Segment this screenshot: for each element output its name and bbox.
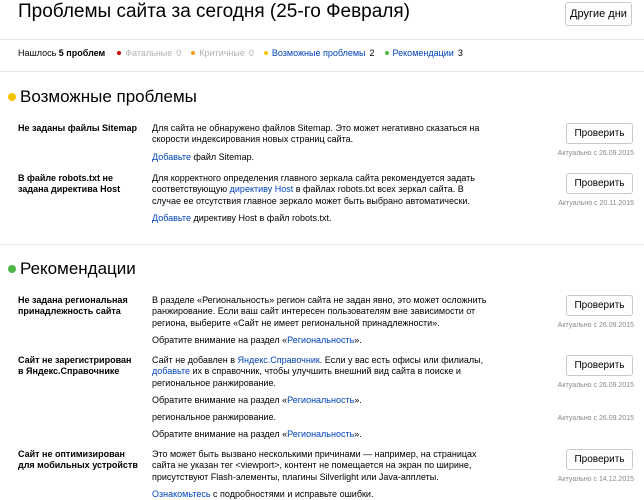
issue-description: Сайт не добавлен в Яндекс.Справочник. Если у вас есть офисы или филиалы, добавьте их в справочник, чтобы улучшить внешний вид сайта в поиске и региональное ранжирование. Обратите внимание на раздел «Региональность». региональное ранжирование. Обратите внимание на раздел «Региональность».	[152, 355, 484, 440]
issue-title: Сайт не оптимизирован для мобильных устройств	[18, 449, 138, 470]
issue-description: Это может быть вызвано несколькими причинами — например, на страницах сайта не указан тег <viewport>, контент не помещается на экран по ширине, присутствуют Flash-элементы, плагины Silverlight или Java-апплеты. Ознакомьтесь с подробностями и исправьте ошибки.	[152, 449, 477, 499]
page-title: Проблемы сайта за сегодня (25-го Февраля)	[18, 1, 411, 22]
header-divider	[0, 39, 644, 40]
filter-recommendations[interactable]: Рекомендации 3	[385, 48, 463, 58]
recommendations-section-dot-icon	[8, 265, 16, 273]
check-button[interactable]: Проверить	[566, 449, 633, 470]
filter-critical: Критичные 0	[191, 48, 254, 58]
check-button[interactable]: Проверить	[566, 355, 633, 376]
issue-description: В разделе «Региональность» регион сайта не задан явно, это может осложнить ранжирование. Если ваш сайт интересен пользователям вне зависимости от региона, выберите «Сайт не имеет региональной принадлежности». Обратите внимание на раздел «Региональность».	[152, 295, 487, 345]
check-button[interactable]: Проверить	[566, 173, 633, 194]
issue-title: Сайт не зарегистрирован в Яндекс.Справочнике	[18, 355, 132, 376]
filter-fatal: Фатальные 0	[117, 48, 181, 58]
possible-dot-icon	[264, 51, 268, 55]
section-recommendations-header	[8, 259, 136, 279]
summary-divider	[0, 71, 644, 72]
issue-title: Не задана региональная принадлежность сайта	[18, 295, 128, 316]
yandex-directory-link[interactable]: Яндекс.Справочник	[237, 355, 320, 365]
section-title: Возможные проблемы	[20, 87, 197, 106]
regionality-link[interactable]: Региональность	[287, 429, 355, 440]
critical-dot-icon	[191, 51, 195, 55]
actual-since: Актуально с 26.09.2015	[557, 322, 634, 329]
possible-section-dot-icon	[8, 93, 16, 101]
host-directive-link[interactable]: директиву Host	[229, 184, 294, 195]
actual-since: Актуально с 14.12.2015	[557, 476, 634, 483]
problem-summary	[18, 48, 473, 58]
add-to-directory-link[interactable]: добавьте	[152, 366, 191, 377]
section-divider	[0, 244, 644, 245]
regionality-link[interactable]: Региональность	[287, 394, 355, 405]
add-sitemap-link[interactable]: Добавьте	[152, 151, 191, 162]
issue-description: Для корректного определения главного зеркала сайта рекомендуется задать соответствующую директиву Host в файлах robots.txt всех зеркал сайта. В случае ее отсутствия главное зеркало может быть выбрано автоматически. Добавьте директиву Host в файл robots.txt.	[152, 173, 475, 223]
check-button[interactable]: Проверить	[566, 295, 633, 316]
other-days-button[interactable]: Другие дни	[565, 2, 632, 26]
fatal-dot-icon	[117, 51, 121, 55]
regionality-link[interactable]: Региональность	[287, 334, 355, 345]
issue-title: В файле robots.txt не задана директива Host	[18, 173, 121, 194]
filter-possible[interactable]: Возможные проблемы 2	[264, 48, 375, 58]
actual-since: Актуально с 26.09.2015	[557, 415, 634, 422]
recommendations-dot-icon	[385, 51, 389, 55]
page-header	[0, 0, 644, 40]
actual-since: Актуально с 26.09.2015	[557, 382, 634, 389]
issue-title: Не заданы файлы Sitemap	[18, 123, 138, 133]
check-button[interactable]: Проверить	[566, 123, 633, 144]
learn-more-link[interactable]: Ознакомьтесь	[152, 488, 211, 499]
actual-since: Актуально с 20.11.2015	[558, 200, 634, 207]
add-host-link[interactable]: Добавьте	[152, 212, 191, 223]
actual-since: Актуально с 26.09.2015	[557, 150, 634, 157]
found-count: Нашлось 5 проблем	[18, 48, 106, 58]
section-possible-header	[8, 87, 197, 107]
issue-description: Для сайта не обнаружено файлов Sitemap. Это может негативно сказаться на скорости индексирования новых страниц сайта. Добавьте файл Sitemap.	[152, 123, 480, 162]
section-title: Рекомендации	[20, 259, 136, 278]
